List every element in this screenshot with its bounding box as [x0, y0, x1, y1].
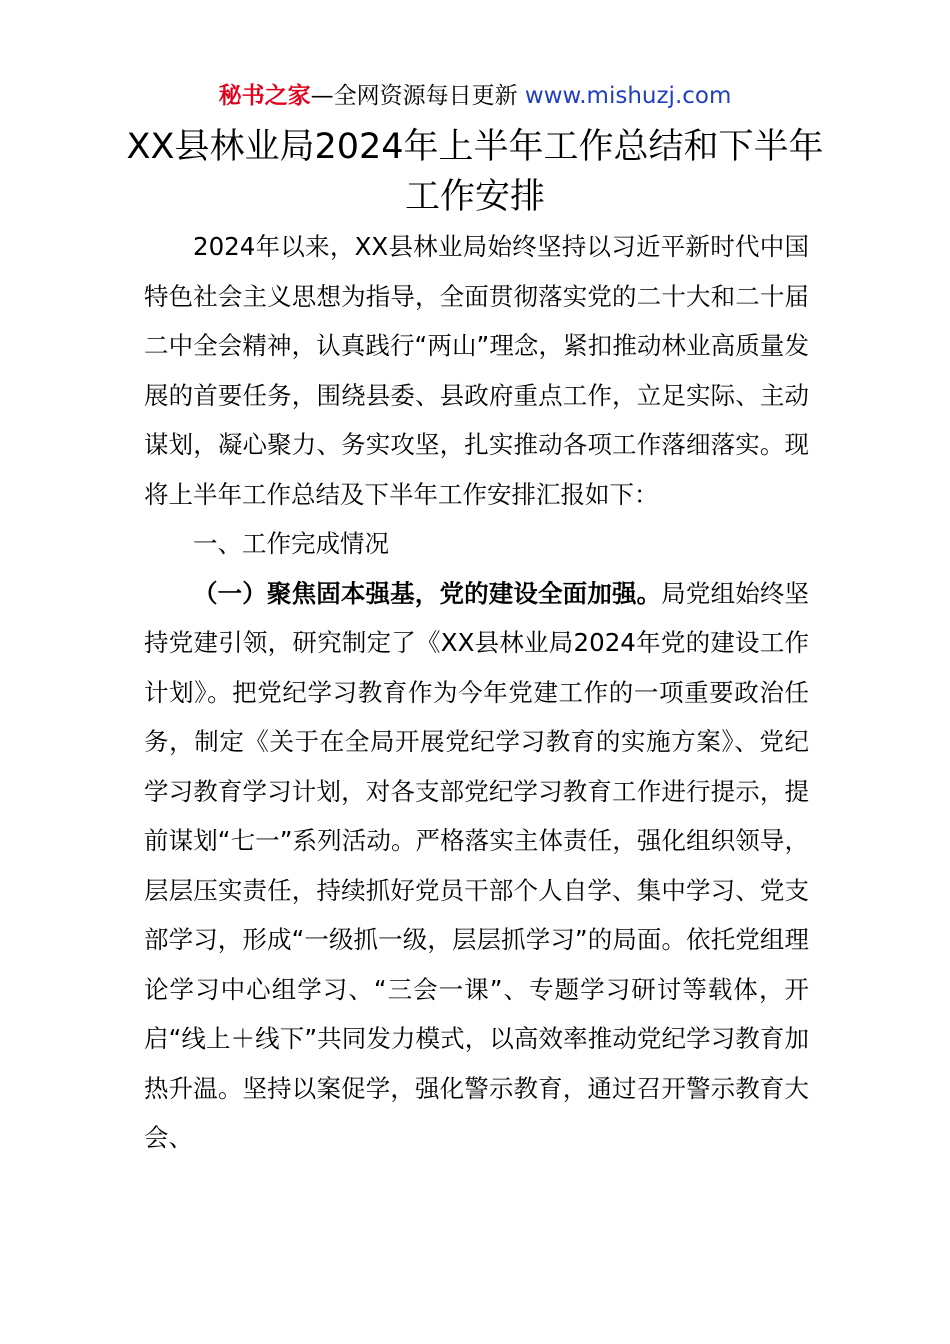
document-title: XX县林业局2024年上半年工作总结和下半年工作安排	[126, 127, 824, 217]
subsection-heading: （一）聚焦固本强基，党的建设全面加强。	[193, 578, 662, 608]
subsection-body: 局党组始终坚持党建引领，研究制定了《XX县林业局2024年党的建设工作计划》。把党纪学习教育作为今年党建工作的一项重要政治任务，制定《关于在全局开展党纪学习教育的实施方案》、党纪学习教育学习计划，对各支部党纪学习教育工作进行提示，提前谋划“七一”系列活动。严格落实主体责任，强化组织领导，层层压实责任，持续抓好党员干部个人自学、集中学习、党支部学习，形成“一级抓一级，层层抓学习”的局面。依托党组理论学习中心组学习、“三会一课”、专题学习研讨等载体，开启“线上＋线下”共同发力模式，以高效率推动党纪学习教育加热升温。坚持以案促学，强化警示教育，通过召开警示教育大会、	[144, 578, 810, 1152]
header-tagline: —全网资源每日更新	[310, 83, 525, 109]
document-body	[144, 222, 809, 1163]
site-url[interactable]: www.mishuzj.com	[524, 83, 732, 109]
site-header	[0, 80, 950, 112]
intro-paragraph: 2024年以来，XX县林业局始终坚持以习近平新时代中国特色社会主义思想为指导，全面贯彻落实党的二十大和二十届二中全会精神，认真践行“两山”理念，紧扣推动林业高质量发展的首要任务，围绕县委、县政府重点工作，立足实际、主动谋划，凝心聚力、务实攻坚，扎实推动各项工作落细落实。现将上半年工作总结及下半年工作安排汇报如下：	[144, 232, 809, 509]
section-heading: 一、工作完成情况	[193, 529, 389, 558]
brand-name: 秘书之家	[218, 83, 311, 109]
subsection-paragraph	[144, 569, 809, 1163]
